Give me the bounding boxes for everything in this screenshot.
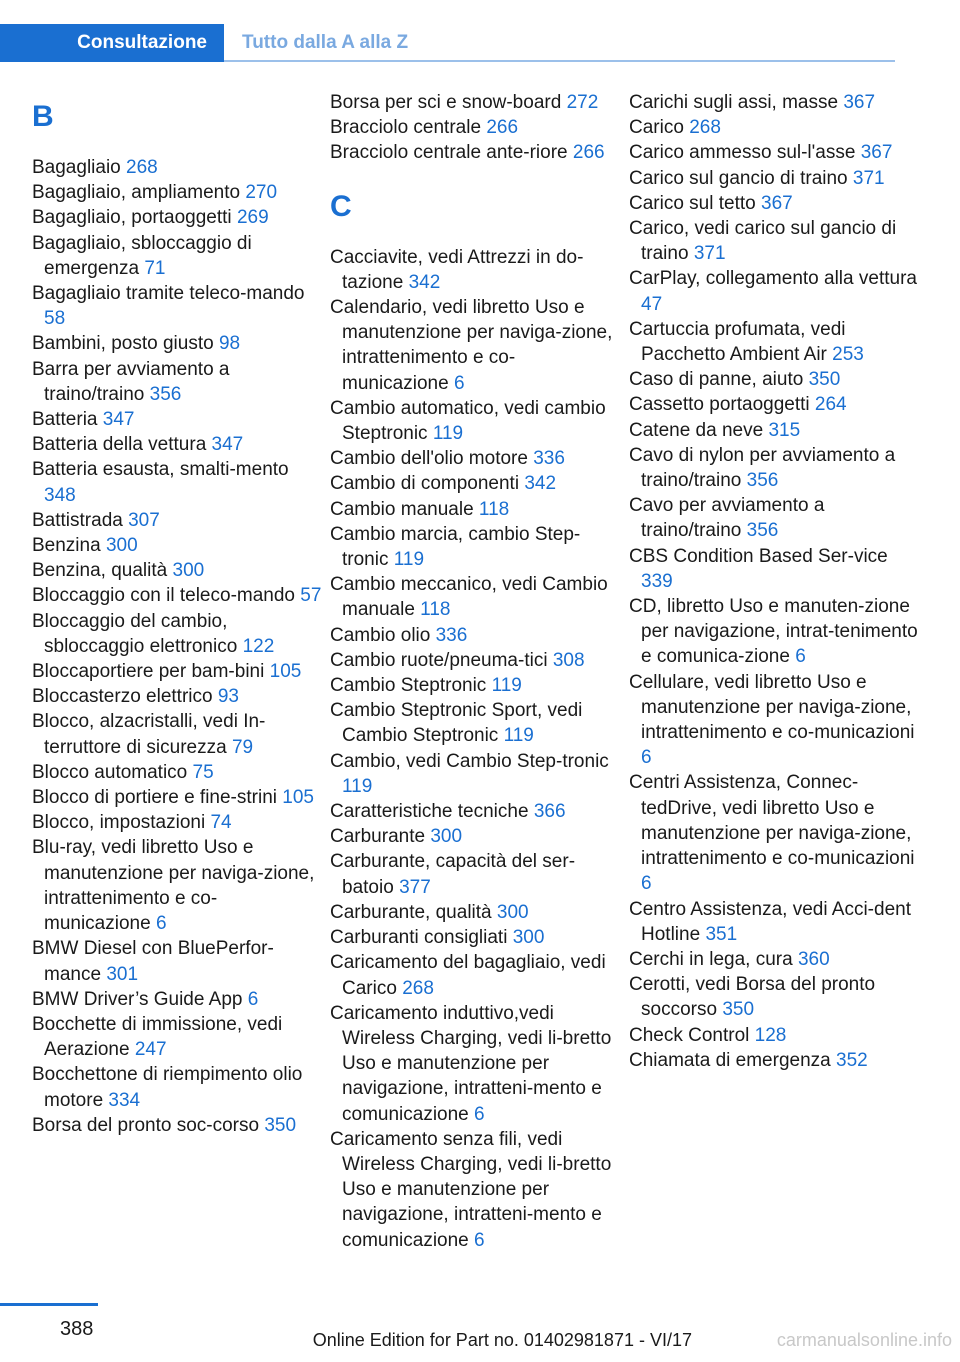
index-entry: [32, 155, 322, 180]
page-reference-link[interactable]: 347: [102, 409, 135, 431]
index-entry: [629, 115, 919, 140]
index-term: Caricamento del bagagliaio, vedi Carico: [330, 952, 606, 999]
index-term: Carburante, qualità: [330, 901, 492, 923]
index-term: Benzina, qualità: [32, 560, 168, 582]
page-reference-link[interactable]: 367: [843, 92, 876, 113]
page-reference-link[interactable]: 351: [705, 923, 738, 945]
index-entry: [330, 799, 620, 824]
index-entry: [330, 950, 620, 1000]
index-term: Carburante, capacità del ser‐batoio: [330, 851, 576, 898]
index-term: Bocchettone di riempimento olio motore: [32, 1064, 303, 1111]
page-reference-link[interactable]: 367: [761, 192, 793, 214]
index-term: Cerotti, vedi Borsa del pronto soccorso: [629, 974, 876, 1021]
index-entry: [330, 849, 620, 899]
index-term: Cassetto portaoggetti: [629, 394, 810, 416]
index-term: Borsa del pronto soc‐corso: [32, 1114, 260, 1136]
page-reference-link[interactable]: 360: [797, 948, 830, 970]
index-entry: [32, 987, 322, 1012]
index-entry: [32, 432, 322, 457]
index-entry: [629, 897, 919, 947]
page-reference-link[interactable]: 300: [496, 901, 529, 923]
page-reference-link[interactable]: 342: [408, 271, 441, 293]
index-entry: [629, 191, 919, 216]
page-reference-link[interactable]: 371: [693, 243, 726, 265]
page-reference-link[interactable]: 266: [486, 117, 519, 139]
page-reference-link[interactable]: 119: [393, 549, 425, 571]
index-term: Catene da neve: [629, 419, 764, 441]
index-term: Centro Assistenza, vedi Acci‐dent Hotline: [629, 898, 911, 945]
index-entry: [629, 266, 919, 316]
index-entry: [330, 471, 620, 496]
index-term: Cambio, vedi Cambio Step‐tronic: [330, 750, 609, 772]
index-entry: [32, 785, 322, 810]
page-reference-link[interactable]: 268: [402, 977, 434, 999]
page-reference-link[interactable]: 301: [106, 963, 139, 985]
index-term: Cambio manuale: [330, 498, 474, 520]
index-entry: [32, 331, 322, 356]
index-term: Cellulare, vedi libretto Uso e manutenzione per naviga‐zione, intrattenimento e co‐municazioni: [629, 671, 915, 744]
index-entry: [330, 396, 620, 446]
page-reference-link[interactable]: 105: [269, 661, 302, 683]
page-reference-link[interactable]: 268: [126, 157, 158, 178]
page-reference-link[interactable]: 342: [524, 473, 557, 495]
index-entry: [629, 140, 919, 165]
page-reference-link[interactable]: 350: [722, 999, 755, 1021]
index-entry: [330, 245, 620, 295]
page-reference-link[interactable]: 371: [852, 167, 885, 189]
index-term: CBS Condition Based Ser‐vice: [629, 545, 888, 567]
page-reference-link[interactable]: 377: [399, 876, 431, 898]
page-reference-link[interactable]: 347: [211, 434, 244, 456]
page-reference-link[interactable]: 266: [572, 142, 605, 164]
page-reference-link[interactable]: 300: [105, 535, 138, 557]
index-term: Borsa per sci e snow‐board: [330, 92, 562, 113]
index-entry: [32, 609, 322, 659]
index-term: Bagagliaio, portaoggetti: [32, 207, 232, 229]
page-reference-link[interactable]: 118: [478, 498, 510, 520]
index-term: Caricamento induttivo,vedi Wireless Charging, vedi li‐bretto Uso e manutenzione per navigazione, intratteni‐mento e comunicazione: [330, 1002, 612, 1125]
index-entry: [330, 115, 620, 140]
index-term: Cambio Steptronic: [330, 675, 487, 697]
section-tab-a-z[interactable]: Tutto dalla A alla Z: [242, 32, 409, 53]
index-entry: [629, 594, 919, 670]
page-reference-link[interactable]: 119: [503, 725, 534, 747]
index-term: Check Control: [629, 1024, 750, 1046]
index-term: Carico, vedi carico sul gancio di traino: [629, 218, 897, 265]
index-term: Batteria: [32, 409, 98, 431]
index-term: Battistrada: [32, 509, 123, 531]
page-reference-link[interactable]: 75: [192, 761, 214, 783]
index-term: Bloccaportiere per bam‐bini: [32, 661, 265, 683]
index-term: BMW Driver’s Guide App: [32, 988, 243, 1010]
page-reference-link[interactable]: 47: [641, 293, 663, 315]
index-term: Cambio marcia, cambio Step‐tronic: [330, 523, 581, 571]
index-entry: [629, 493, 919, 543]
footer-accent-bar: [0, 1303, 98, 1306]
index-entry: [330, 623, 620, 648]
index-term: Cambio olio: [330, 624, 431, 646]
page-reference-link[interactable]: 356: [149, 383, 182, 405]
index-entry: [629, 1048, 919, 1073]
page-reference-link[interactable]: 366: [533, 801, 566, 823]
index-column-3: [629, 90, 919, 1073]
index-letter-heading: C: [330, 189, 352, 223]
index-term: CarPlay, collegamento alla vettura: [629, 268, 917, 290]
index-term: Cavo per avviamento a traino/traino: [629, 495, 825, 542]
page-reference-link[interactable]: 350: [808, 369, 841, 391]
page-reference-link[interactable]: 6: [641, 873, 652, 895]
index-entry: [330, 522, 620, 572]
page-reference-link[interactable]: 119: [432, 423, 464, 445]
page-reference-link[interactable]: 272: [566, 92, 599, 113]
page-reference-link[interactable]: 308: [552, 649, 585, 671]
index-entry: [629, 418, 919, 443]
index-entry: [629, 216, 919, 266]
page-reference-link[interactable]: 300: [512, 927, 545, 949]
index-term: Bagagliaio: [32, 157, 121, 178]
index-entry: [330, 572, 620, 622]
index-entry: [32, 1012, 322, 1062]
page-reference-link[interactable]: 6: [795, 646, 806, 668]
index-entry: [629, 770, 919, 896]
index-entry: [32, 583, 322, 608]
page-reference-link[interactable]: 336: [533, 448, 565, 470]
index-term: BMW Diesel con BluePerfor‐mance: [32, 938, 274, 985]
index-term: Bagagliaio, sbloccaggio di emergenza: [32, 232, 252, 279]
page-reference-link[interactable]: 93: [217, 686, 239, 708]
page-reference-link[interactable]: 300: [172, 560, 205, 582]
index-entry: [629, 317, 919, 367]
index-term: Carico ammesso sul‐l'asse: [629, 142, 856, 164]
page-header: [0, 24, 895, 62]
index-entry: [330, 90, 620, 115]
index-term: Blocco, impostazioni: [32, 812, 206, 834]
index-entry: [330, 925, 620, 950]
page-reference-link[interactable]: 122: [242, 635, 275, 657]
page-reference-link[interactable]: 270: [245, 182, 278, 204]
page-reference-link[interactable]: 247: [134, 1039, 167, 1061]
index-letter-heading: B: [32, 100, 54, 133]
index-term: Bloccasterzo elettrico: [32, 686, 213, 708]
index-entry: [32, 1062, 322, 1112]
index-entry: [32, 709, 322, 759]
index-term: Bloccaggio con il teleco‐mando: [32, 585, 295, 607]
index-entry: [32, 407, 322, 432]
index-entry: [32, 508, 322, 533]
page-reference-link[interactable]: 128: [754, 1024, 787, 1046]
page-reference-link[interactable]: 71: [144, 257, 166, 279]
index-entry: [330, 446, 620, 471]
index-term: Bagagliaio tramite teleco‐mando: [32, 283, 305, 305]
index-entry: [32, 180, 322, 205]
page-number: 388: [60, 1318, 94, 1340]
index-term: Blocco automatico: [32, 761, 188, 783]
page-reference-link[interactable]: 6: [474, 1229, 485, 1251]
page-reference-link[interactable]: 348: [44, 484, 76, 506]
index-term: Bracciolo centrale: [330, 117, 482, 139]
page-reference-link[interactable]: 264: [814, 394, 847, 416]
index-term: Cavo di nylon per avviamento a traino/traino: [629, 444, 896, 492]
index-term: Cambio ruote/pneuma‐tici: [330, 649, 548, 671]
index-term: Centri Assistenza, Connec‐tedDrive, vedi libretto Uso e manutenzione per naviga‐zione, intrattenimento e co‐municazioni: [629, 772, 915, 870]
index-term: Batteria esausta, smalti‐mento: [32, 459, 289, 481]
index-entry: [32, 281, 322, 331]
index-term: Caratteristiche tecniche: [330, 801, 529, 823]
page-reference-link[interactable]: 119: [342, 775, 373, 797]
index-entry: [32, 533, 322, 558]
page-reference-link[interactable]: 119: [491, 675, 522, 697]
page-reference-link[interactable]: 253: [832, 344, 864, 366]
page-reference-link[interactable]: 269: [236, 207, 269, 229]
index-entry: [629, 544, 919, 594]
index-entry: [629, 1023, 919, 1048]
index-term: Bocchette di immissione, vedi Aerazione: [32, 1013, 283, 1061]
index-term: Batteria della vettura: [32, 434, 207, 456]
index-entry: [629, 670, 919, 771]
index-entry: [32, 205, 322, 230]
index-term: Blocco di portiere e fine‐strini: [32, 787, 277, 809]
index-entry: [330, 1001, 620, 1127]
index-entry: [629, 367, 919, 392]
page-reference-link[interactable]: 315: [768, 419, 801, 441]
index-term: Carico sul tetto: [629, 192, 756, 214]
index-entry: [629, 90, 919, 115]
index-term: Carichi sugli assi, masse: [629, 92, 839, 113]
index-entry: [330, 824, 620, 849]
index-term: Cambio dell'olio motore: [330, 448, 528, 470]
index-entry: [330, 295, 620, 396]
index-term: Cambio di componenti: [330, 473, 520, 495]
index-entry: [32, 835, 322, 936]
index-entry: [32, 558, 322, 583]
index-term: Cacciavite, vedi Attrezzi in do‐tazione: [330, 246, 584, 293]
index-entry: [629, 947, 919, 972]
index-entry: [32, 760, 322, 785]
index-term: Carburante: [330, 826, 426, 848]
index-term: Carburanti consigliati: [330, 927, 508, 949]
index-term: Cambio Steptronic Sport, vedi Cambio Steptronic: [330, 700, 583, 747]
index-term: Carico: [629, 117, 684, 139]
index-entry: [330, 698, 620, 748]
page-reference-link[interactable]: 6: [641, 747, 652, 769]
page-reference-link[interactable]: 268: [689, 117, 721, 139]
index-term: Calendario, vedi libretto Uso e manutenzione per naviga‐zione, intrattenimento e co‐municazione: [330, 297, 613, 394]
page-reference-link[interactable]: 307: [128, 509, 160, 531]
index-term: Bambini, posto giusto: [32, 333, 214, 355]
index-entry: [32, 684, 322, 709]
index-term: Caricamento senza fili, vedi Wireless Charging, vedi li‐bretto Uso e manutenzione per navigazione, intratteni‐mento e comunicazione: [330, 1128, 612, 1251]
index-term: Cambio automatico, vedi cambio Steptronic: [330, 397, 606, 445]
index-entry: [330, 900, 620, 925]
index-entry: [32, 1113, 322, 1138]
page-reference-link[interactable]: 57: [300, 585, 322, 607]
page-reference-link[interactable]: 339: [641, 570, 673, 592]
index-term: Bracciolo centrale ante‐riore: [330, 142, 568, 164]
index-entry: [32, 659, 322, 684]
index-term: Carico sul gancio di traino: [629, 167, 848, 189]
index-term: Blocco, alzacristalli, vedi In‐terruttore di sicurezza: [32, 711, 266, 758]
page-reference-link[interactable]: 334: [108, 1089, 141, 1111]
index-entry: [629, 392, 919, 417]
index-term: Chiamata di emergenza: [629, 1049, 831, 1071]
index-term: Cambio meccanico, vedi Cambio manuale: [330, 574, 608, 621]
index-entry: [330, 648, 620, 673]
page-reference-link[interactable]: 58: [44, 308, 66, 330]
index-column-2: [330, 90, 620, 1253]
index-entry: [330, 749, 620, 799]
index-entry: [32, 231, 322, 281]
page-reference-link[interactable]: 336: [435, 624, 468, 646]
index-entry: [330, 673, 620, 698]
page-reference-link[interactable]: 367: [860, 142, 893, 164]
page-reference-link[interactable]: 79: [231, 736, 254, 758]
index-entry: [629, 443, 919, 493]
page-reference-link[interactable]: 105: [282, 787, 314, 809]
page-reference-link[interactable]: 352: [836, 1049, 868, 1071]
index-term: Blu-ray, vedi libretto Uso e manutenzione per naviga‐zione, intrattenimento e co‐municazione: [32, 837, 315, 935]
index-entry: [32, 357, 322, 407]
page-reference-link[interactable]: 6: [155, 913, 167, 935]
index-term: Cerchi in lega, cura: [629, 948, 793, 970]
index-term: Barra per avviamento a traino/traino: [32, 358, 230, 405]
watermark: carmanualsonline.info: [776, 1330, 952, 1350]
index-entry: [330, 140, 620, 165]
index-term: CD, libretto Uso e manuten‐zione per navigazione, intrat‐tenimento e comunica‐zione: [629, 596, 918, 668]
index-entry: [330, 1127, 620, 1253]
section-tab-consultazione[interactable]: Consultazione: [0, 24, 224, 62]
index-entry: [629, 972, 919, 1022]
page-reference-link[interactable]: 6: [247, 988, 259, 1010]
index-entry: [629, 166, 919, 191]
page-reference-link[interactable]: 300: [430, 826, 463, 848]
page-reference-link[interactable]: 74: [210, 812, 232, 834]
index-term: Benzina: [32, 535, 101, 557]
index-entry: [330, 497, 620, 522]
page-reference-link[interactable]: 356: [746, 520, 779, 542]
page-reference-link[interactable]: 98: [218, 333, 241, 355]
index-term: Caso di panne, aiuto: [629, 369, 804, 391]
index-term: Cartuccia profumata, vedi Pacchetto Ambient Air: [629, 318, 846, 366]
page-reference-link[interactable]: 6: [474, 1103, 485, 1125]
header-divider: [224, 60, 895, 62]
page-reference-link[interactable]: 350: [264, 1114, 297, 1136]
index-entry: [32, 936, 322, 986]
page-reference-link[interactable]: 118: [420, 599, 451, 621]
index-term: Bloccaggio del cambio, sbloccaggio elettronico: [32, 610, 238, 657]
page-reference-link[interactable]: 6: [453, 372, 465, 394]
page-reference-link[interactable]: 356: [746, 470, 779, 492]
edition-note: Online Edition for Part no. 01402981871 - VI/17: [312, 1330, 692, 1350]
index-entry: [32, 457, 322, 507]
index-entry: [32, 810, 322, 835]
index-term: Bagagliaio, ampliamento: [32, 182, 241, 204]
index-column-1: [32, 90, 322, 1138]
